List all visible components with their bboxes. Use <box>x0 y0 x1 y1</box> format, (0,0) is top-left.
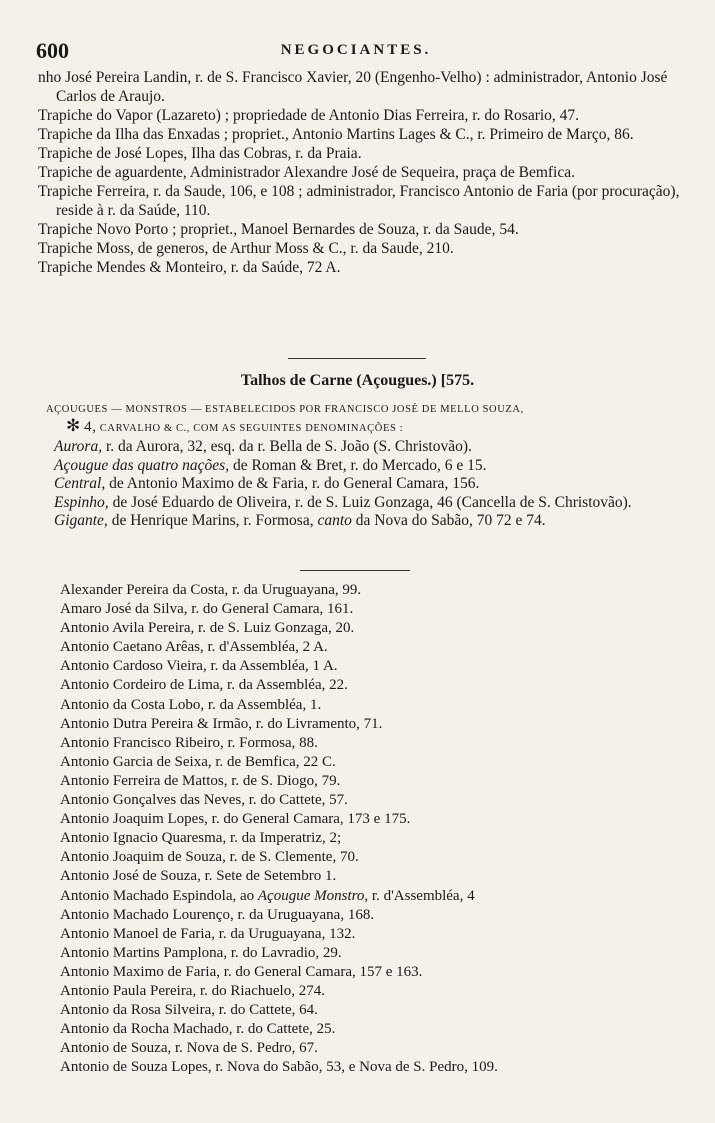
section-divider <box>300 570 410 571</box>
talho-address-italic: canto <box>317 512 352 529</box>
list-item: Alexander Pereira da Costa, r. da Uruguayana, 99. <box>60 582 362 598</box>
trapiche-entry: Trapiche Mendes & Monteiro, r. da Saúde, 72 A. <box>38 259 341 276</box>
asterism-icon: ✻ <box>66 416 81 435</box>
talho-name: Açougue das quatro nações, <box>54 456 230 474</box>
list-item: Antonio Joaquim de Souza, r. de S. Clemente, 70. <box>60 849 359 866</box>
list-item: Antonio Francisco Ribeiro, r. Formosa, 88. <box>60 734 318 751</box>
acougues-intro-cont <box>66 418 711 436</box>
talho-entry <box>54 512 694 531</box>
trapiche-list <box>38 68 683 277</box>
trapiche-entry: Trapiche de aguardente, Administrador Alexandre José de Sequeira, praça de Bemfica. <box>38 164 575 181</box>
list-item: Antonio da Rosa Silveira, r. do Cattete, 64. <box>60 1002 318 1019</box>
section-title <box>0 372 715 390</box>
list-item-text-end: , r. d'Assembléa, 4 <box>364 887 475 904</box>
talho-entry <box>54 475 694 494</box>
talho-address: de José Eduardo de Oliveira, r. de S. Luiz Gonzaga, 46 (Cancella de S. Christovão). <box>108 493 632 511</box>
list-item: Antonio Manoel de Faria, r. da Uruguayana, 132. <box>60 925 356 942</box>
list-item: Antonio Avila Pereira, r. de S. Luiz Gonzaga, 20. <box>60 620 355 637</box>
trapiche-entry: Trapiche do Vapor (Lazareto) ; propriedade de Antonio Dias Ferreira, r. do Rosario, 47. <box>38 107 580 124</box>
talho-entry <box>54 438 694 457</box>
list-item: Antonio Joaquim Lopes, r. do General Camara, 173 e 175. <box>60 811 411 828</box>
trapiche-entry: nho José Pereira Landin, r. de S. Francisco Xavier, 20 (Engenho-Velho) : administrador, Antonio José Carlos de Araujo. <box>38 69 668 105</box>
list-item: Antonio Ferreira de Mattos, r. de S. Diogo, 79. <box>60 772 341 789</box>
section-divider <box>288 358 426 359</box>
talho-address: r. da Aurora, 32, esq. da r. Bella de S. João (S. Christovão). <box>102 438 472 455</box>
talho-entry <box>54 457 694 476</box>
trapiche-entry: Trapiche Ferreira, r. da Saude, 106, e 108 ; administrador, Francisco Antonio de Faria (por procuração), reside à r. da Saúde, 110. <box>38 183 680 219</box>
section-title-text: Talhos de Carne (Açougues.) <box>240 372 437 389</box>
list-item: Antonio Gonçalves das Neves, r. do Cattete, 57. <box>60 792 348 809</box>
list-item: Antonio Cardoso Vieira, r. da Assembléa, 1 A. <box>60 658 338 675</box>
list-item: Antonio Caetano Arêas, r. d'Assembléa, 2 A. <box>60 639 328 656</box>
acougues-number: 4, <box>84 419 97 435</box>
talho-name: Aurora, <box>54 438 103 455</box>
trapiche-entry: Trapiche Moss, de generos, de Arthur Moss & C., r. da Saude, 210. <box>38 240 454 257</box>
list-item: Antonio Paula Pereira, r. do Riachuelo, 274. <box>60 982 325 999</box>
talho-address-end: da Nova do Sabão, 70 72 e 74. <box>351 512 546 529</box>
list-item: Antonio da Rocha Machado, r. do Cattete, 25. <box>60 1021 336 1038</box>
acougues-intro: AÇOUGUES — MONSTROS — ESTABELECIDOS POR FRANCISCO JOSÉ DE MELLO SOUZA, <box>46 404 524 415</box>
list-item: Antonio Dutra Pereira & Irmão, r. do Livramento, 71. <box>60 715 383 732</box>
list-item: Antonio Garcia de Seixa, r. de Bemfica, 22 C. <box>60 753 336 770</box>
page-header <box>36 38 676 64</box>
talho-address: de Henrique Marins, r. Formosa, <box>107 512 318 529</box>
running-title: NEGOCIANTES. <box>280 42 432 58</box>
list-item: Antonio Machado Lourenço, r. da Uruguayana, 168. <box>60 906 375 923</box>
trapiche-entry: Trapiche de José Lopes, Ilha das Cobras, r. da Praia. <box>38 145 362 162</box>
talho-name: Gigante, <box>54 512 108 529</box>
list-item: Antonio de Souza Lopes, r. Nova do Sabão, 53, e Nova de S. Pedro, 109. <box>60 1059 498 1076</box>
list-item: Antonio Martins Pamplona, r. do Lavradio, 29. <box>60 944 342 961</box>
list-item: Antonio Ignacio Quaresma, r. da Imperatriz, 2; <box>60 830 342 847</box>
talho-address: de Roman & Bret, r. do Mercado, 6 e 15. <box>229 456 487 474</box>
list-item: Antonio Maximo de Faria, r. do General Camara, 157 e 163. <box>60 963 423 980</box>
page-number: 600 <box>36 38 69 63</box>
list-item: Antonio José de Souza, r. Sete de Setembro 1. <box>60 868 337 885</box>
list-item: Antonio da Costa Lobo, r. da Assembléa, 1. <box>60 696 322 713</box>
list-item: Antonio Cordeiro de Lima, r. da Assembléa, 22. <box>60 677 348 694</box>
talho-name: Espinho, <box>54 493 109 511</box>
trapiche-entry: Trapiche da Ilha das Enxadas ; propriet., Antonio Martins Lages & C., r. Primeiro de Março, 86. <box>38 126 634 143</box>
list-item-italic: Açougue Monstro <box>257 887 365 904</box>
trapiche-entry: Trapiche Novo Porto ; propriet., Manoel Bernardes de Souza, r. da Saude, 54. <box>38 221 519 238</box>
list-item: Amaro José da Silva, r. do General Camara, 161. <box>60 601 354 618</box>
talho-address: de Antonio Maximo de & Faria, r. do General Camara, 156. <box>105 475 480 492</box>
talho-entry <box>54 494 694 513</box>
list-item-text: Antonio Machado Espindola, ao <box>60 887 258 904</box>
section-number: [575. <box>440 372 475 389</box>
merchant-list <box>60 581 680 1077</box>
talho-name: Central, <box>54 475 106 492</box>
acougues-intro-rest: CARVALHO & C., COM AS SEGUINTES DENOMINAÇÕES : <box>99 423 404 434</box>
list-item: Antonio de Souza, r. Nova de S. Pedro, 67. <box>60 1040 318 1057</box>
list-item <box>60 887 680 906</box>
talhos-list <box>54 438 694 531</box>
